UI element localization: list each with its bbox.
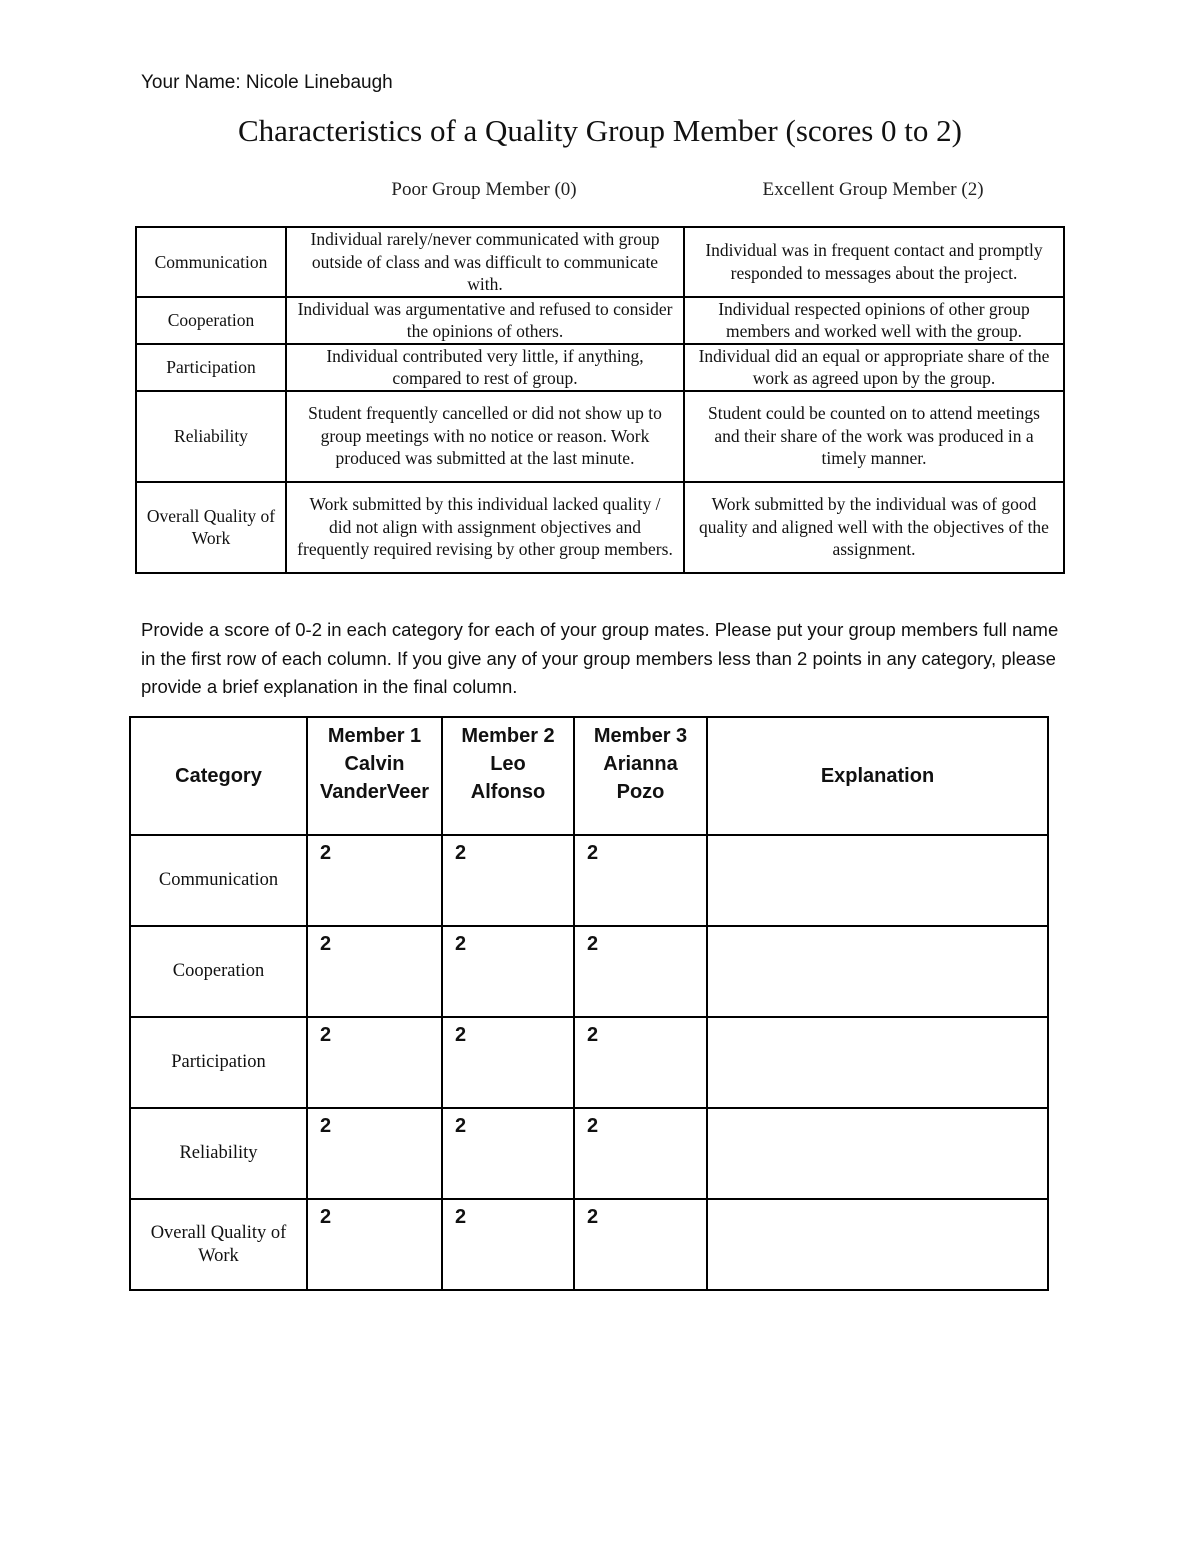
member-first-name: Arianna xyxy=(603,753,678,775)
poor-member-label: Poor Group Member (0) xyxy=(391,179,577,200)
explanation-column-header: Explanation xyxy=(707,717,1048,835)
instructions-text: Provide a score of 0-2 in each category for each of your group mates. Please put your group members full name in the first row of each column. If you give any of your group members less than 2 points in any category, please provide a brief explanation in the final column. xyxy=(141,619,1059,697)
category-column-header: Category xyxy=(130,717,307,835)
score-row-category: Overall Quality of Work xyxy=(130,1199,307,1290)
rubric-poor-description: Work submitted by this individual lacked quality / did not align with assignment objectives and frequently required revising by other group members. xyxy=(286,482,684,573)
explanation-cell[interactable] xyxy=(707,1199,1048,1290)
member-1-header[interactable] xyxy=(307,717,442,835)
rubric-poor-description: Student frequently cancelled or did not show up to group meetings with no notice or reason. Work produced was submitted at the last minute. xyxy=(286,391,684,482)
member-first-name: Leo xyxy=(490,753,526,775)
rubric-row xyxy=(136,297,1064,344)
member-label: Member 3 xyxy=(593,725,688,747)
member-3-score[interactable]: 2 xyxy=(574,1108,707,1199)
your-name-line: Your Name: Nicole Linebaugh xyxy=(141,72,393,93)
member-last-name: VanderVeer xyxy=(320,781,429,803)
score-row xyxy=(130,1108,1048,1199)
score-row-category: Reliability xyxy=(130,1108,307,1199)
rubric-row xyxy=(136,344,1064,391)
score-row-category: Cooperation xyxy=(130,926,307,1017)
rubric-category: Overall Quality of Work xyxy=(136,482,286,573)
member-1-score[interactable]: 2 xyxy=(307,926,442,1017)
member-label: Member 1 xyxy=(327,725,422,747)
rubric-poor-description: Individual rarely/never communicated with group outside of class and was difficult to communicate with. xyxy=(286,227,684,297)
score-header-row xyxy=(130,717,1048,835)
member-1-score[interactable]: 2 xyxy=(307,1199,442,1290)
score-row xyxy=(130,926,1048,1017)
member-2-header[interactable] xyxy=(442,717,574,835)
member-2-score[interactable]: 2 xyxy=(442,1108,574,1199)
member-last-name: Alfonso xyxy=(470,781,546,803)
explanation-cell[interactable] xyxy=(707,926,1048,1017)
rubric-row xyxy=(136,227,1064,297)
rubric-excellent-description: Individual did an equal or appropriate share of the work as agreed upon by the group. xyxy=(684,344,1064,391)
score-row xyxy=(130,1199,1048,1290)
member-2-score[interactable]: 2 xyxy=(442,1199,574,1290)
rubric-row xyxy=(136,482,1064,573)
member-2-score[interactable]: 2 xyxy=(442,1017,574,1108)
member-3-score[interactable]: 2 xyxy=(574,1199,707,1290)
score-row xyxy=(130,1017,1048,1108)
page-title: Characteristics of a Quality Group Member (scores 0 to 2) xyxy=(238,113,962,148)
rubric-excellent-description: Work submitted by the individual was of good quality and aligned well with the objectives of the assignment. xyxy=(684,482,1064,573)
score-row xyxy=(130,835,1048,926)
member-1-score[interactable]: 2 xyxy=(307,1017,442,1108)
explanation-cell[interactable] xyxy=(707,1108,1048,1199)
rubric-excellent-description: Individual respected opinions of other group members and worked well with the group. xyxy=(684,297,1064,344)
rubric-category: Communication xyxy=(136,227,286,297)
member-1-score[interactable]: 2 xyxy=(307,835,442,926)
member-label: Member 2 xyxy=(461,725,555,747)
rubric-excellent-description: Student could be counted on to attend meetings and their share of the work was produced in a timely manner. xyxy=(684,391,1064,482)
explanation-cell[interactable] xyxy=(707,835,1048,926)
member-1-score[interactable]: 2 xyxy=(307,1108,442,1199)
excellent-member-label: Excellent Group Member (2) xyxy=(762,179,984,200)
score-row-category: Communication xyxy=(130,835,307,926)
member-first-name: Calvin xyxy=(344,753,405,775)
peer-score-table xyxy=(129,716,1049,1291)
rubric-category: Participation xyxy=(136,344,286,391)
rubric-excellent-description: Individual was in frequent contact and promptly responded to messages about the project. xyxy=(684,227,1064,297)
member-3-score[interactable]: 2 xyxy=(574,835,707,926)
score-row-category: Participation xyxy=(130,1017,307,1108)
rubric-category: Cooperation xyxy=(136,297,286,344)
member-2-score[interactable]: 2 xyxy=(442,926,574,1017)
rubric-table xyxy=(135,226,1065,574)
member-2-score[interactable]: 2 xyxy=(442,835,574,926)
rubric-category: Reliability xyxy=(136,391,286,482)
rubric-row xyxy=(136,391,1064,482)
member-3-header[interactable] xyxy=(574,717,707,835)
member-3-score[interactable]: 2 xyxy=(574,926,707,1017)
member-3-score[interactable]: 2 xyxy=(574,1017,707,1108)
explanation-cell[interactable] xyxy=(707,1017,1048,1108)
member-last-name: Pozo xyxy=(616,781,665,803)
rubric-poor-description: Individual was argumentative and refused to consider the opinions of others. xyxy=(286,297,684,344)
rubric-poor-description: Individual contributed very little, if anything, compared to rest of group. xyxy=(286,344,684,391)
